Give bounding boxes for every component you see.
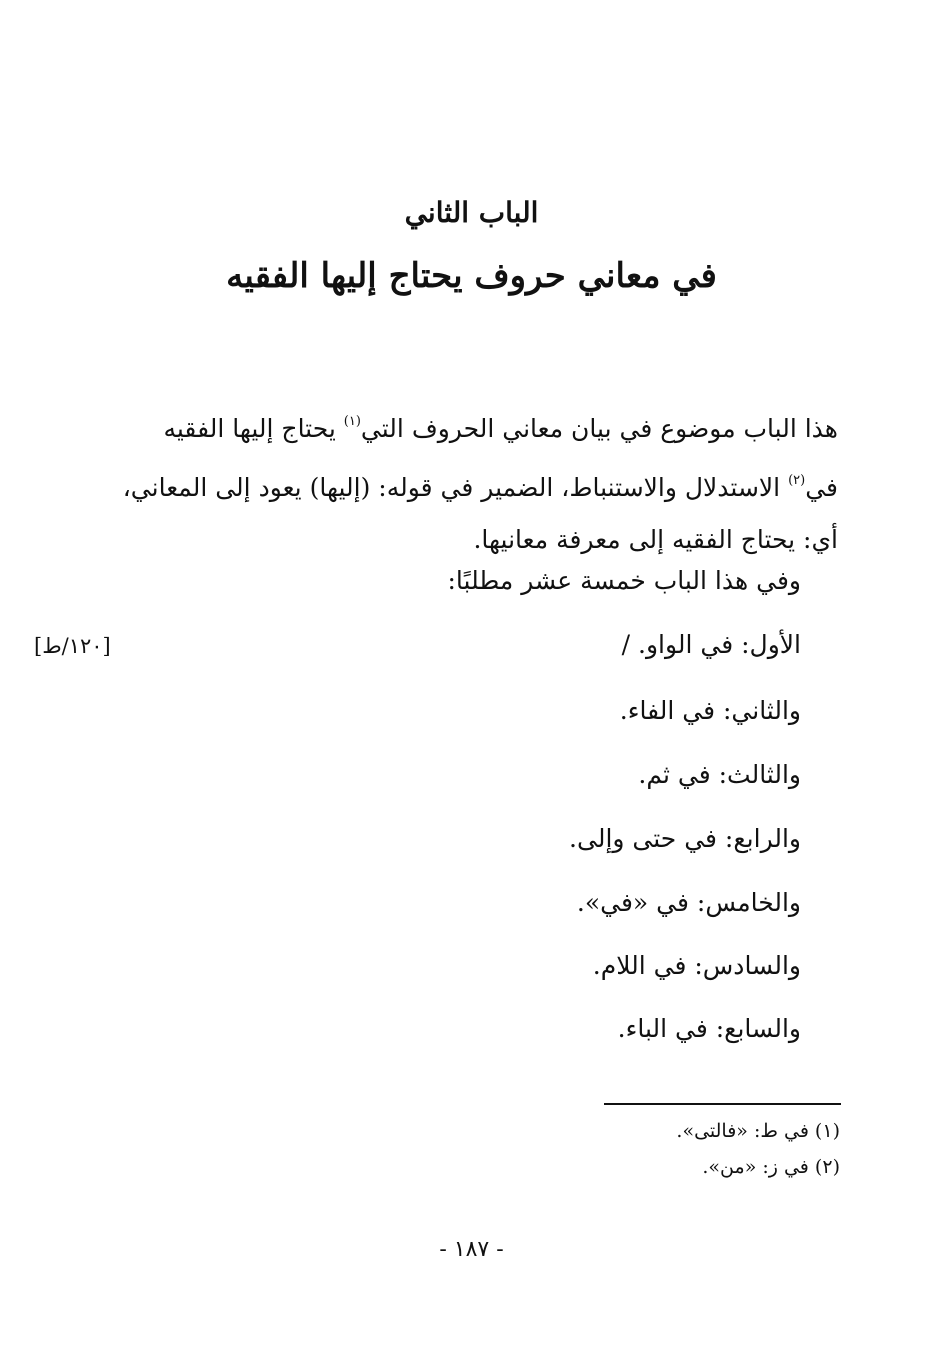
paragraph-line-3: أي: يحتاج الفقيه إلى معرفة معانيها. xyxy=(473,525,838,554)
paragraph-line-2 xyxy=(122,455,838,514)
footnote-ref-2: (٢) xyxy=(788,473,806,488)
section-item: والثالث: في ثم. xyxy=(638,760,801,789)
footnote-divider xyxy=(604,1103,841,1105)
page-number: - ١٨٧ - xyxy=(439,1237,504,1262)
intro-paragraph xyxy=(122,396,838,566)
footnote-1: (١) في ط: «فالتى». xyxy=(676,1120,840,1142)
footnote-ref-1: (١) xyxy=(343,414,361,429)
manuscript-page-marker: [١٢٠/ط] xyxy=(34,634,111,658)
sections-intro: وفي هذا الباب خمسة عشر مطلبًا: xyxy=(447,566,801,595)
paragraph-line-2-text-a: في xyxy=(805,473,838,502)
section-item: والرابع: في حتى وإلى. xyxy=(569,824,801,853)
footnote-2: (٢) في ز: «من». xyxy=(702,1156,840,1178)
section-item: والسابع: في الباء. xyxy=(617,1014,801,1043)
chapter-title: في معاني حروف يحتاج إليها الفقيه xyxy=(226,256,717,296)
chapter-heading: الباب الثاني xyxy=(404,196,539,229)
section-item: الأول: في الواو. / xyxy=(621,630,801,659)
section-item: والثاني: في الفاء. xyxy=(619,696,801,725)
paragraph-line-1-text-b: يحتاج إليها الفقيه xyxy=(163,414,344,443)
section-item: والخامس: في «في». xyxy=(576,888,801,917)
paragraph-line-1-text-a: هذا الباب موضوع في بيان معاني الحروف التي xyxy=(360,414,838,443)
section-item: والسادس: في اللام. xyxy=(592,951,801,980)
paragraph-line-1 xyxy=(132,396,838,455)
paragraph-line-2-text-b: الاستدلال والاستنباط، الضمير في قوله: (إليها) يعود إلى المعاني، xyxy=(122,473,789,502)
